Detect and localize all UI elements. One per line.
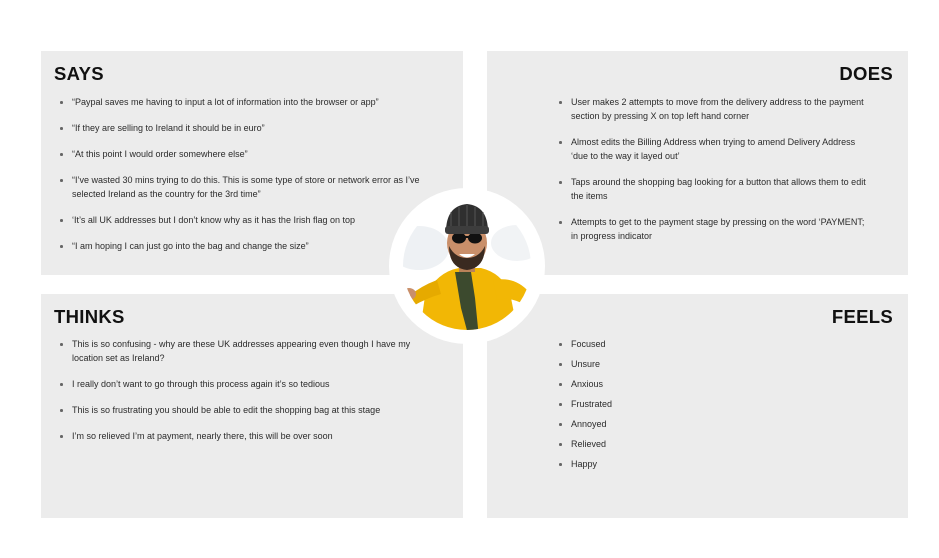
says-list	[41, 95, 421, 265]
thinks-item: I’m so relieved I’m at payment, nearly there, this will be over soon	[41, 429, 416, 443]
feels-item: Relieved	[540, 437, 740, 451]
feels-item: Frustrated	[540, 397, 740, 411]
says-item: “At this point I would order somewhere else”	[41, 147, 421, 161]
thinks-list	[41, 337, 416, 455]
does-list	[540, 95, 870, 255]
says-item: “Paypal saves me having to input a lot of information into the browser or app”	[41, 95, 421, 109]
does-title: DOES	[839, 63, 893, 84]
thinks-item: This is so confusing - why are these UK addresses appearing even though I have my location set as Ireland?	[41, 337, 416, 365]
persona-avatar	[389, 188, 545, 344]
does-item: Almost edits the Billing Address when trying to amend Delivery Address ‘due to the way it layed out’	[540, 135, 870, 163]
does-quadrant	[487, 51, 908, 275]
says-item: ‘It’s all UK addresses but I don’t know why as it has the Irish flag on top	[41, 213, 421, 227]
thinks-quadrant	[41, 294, 463, 518]
persona-photo	[389, 188, 545, 344]
thinks-item: This is so frustrating you should be able to edit the shopping bag at this stage	[41, 403, 416, 417]
says-item: “If they are selling to Ireland it should be in euro”	[41, 121, 421, 135]
says-title: SAYS	[54, 63, 104, 84]
says-item: “I’ve wasted 30 mins trying to do this. This is some type of store or network error as I’ve selected Ireland as the country for the 3rd time”	[41, 173, 421, 201]
does-item: User makes 2 attempts to move from the delivery address to the payment section by pressing X on top left hand corner	[540, 95, 870, 123]
feels-item: Focused	[540, 337, 740, 351]
does-item: Taps around the shopping bag looking for a button that allows them to edit the items	[540, 175, 870, 203]
feels-item: Unsure	[540, 357, 740, 371]
feels-item: Happy	[540, 457, 740, 471]
does-item: Attempts to get to the payment stage by pressing on the word ‘PAYMENT; in progress indicator	[540, 215, 870, 243]
feels-item: Anxious	[540, 377, 740, 391]
feels-title: FEELS	[831, 306, 893, 327]
thinks-item: I really don’t want to go through this process again it’s so tedious	[41, 377, 416, 391]
feels-list	[540, 337, 740, 477]
thinks-title: THINKS	[54, 306, 125, 327]
says-item: “I am hoping I can just go into the bag and change the size”	[41, 239, 421, 253]
feels-quadrant	[487, 294, 908, 518]
feels-item: Annoyed	[540, 417, 740, 431]
